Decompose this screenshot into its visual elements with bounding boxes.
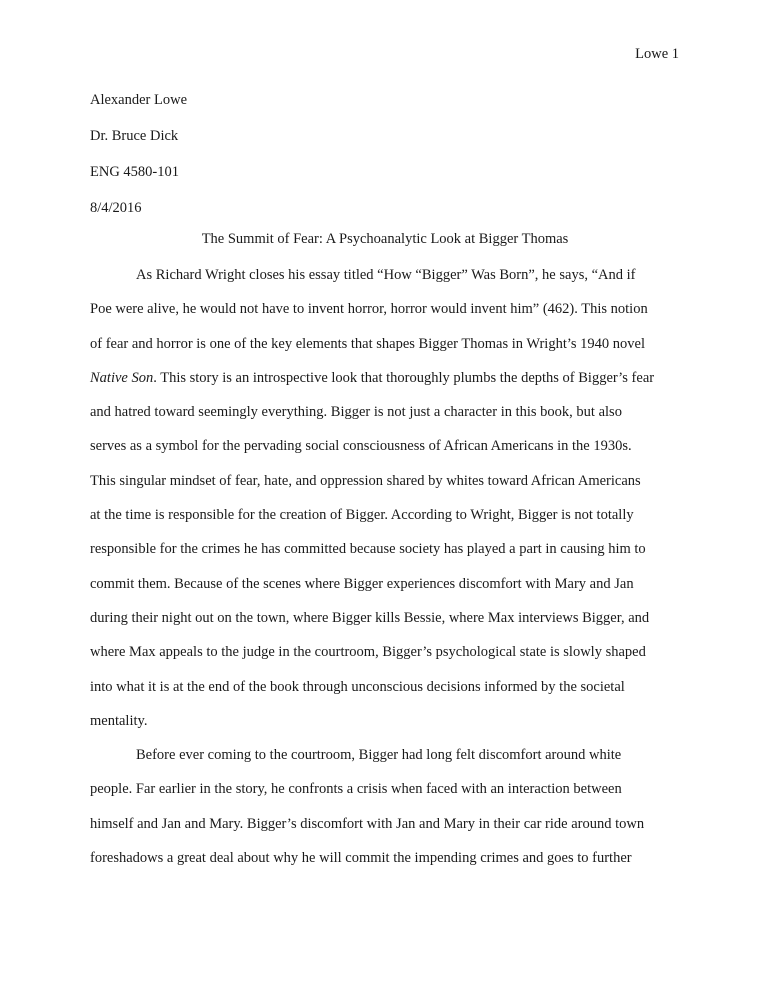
- paragraph-1-line-2: Poe were alive, he would not have to invent horror, horror would invent him” (462). This notion: [90, 301, 648, 318]
- date: 8/4/2016: [90, 200, 142, 216]
- paragraph-1-line-1: As Richard Wright closes his essay titled “How “Bigger” Was Born”, he says, “And if: [136, 267, 636, 283]
- paragraph-1-line-4: [90, 368, 680, 402]
- paragraph-1-line-3: of fear and horror is one of the key elements that shapes Bigger Thomas in Wright’s 1940 novel: [90, 335, 645, 352]
- paragraph-2-line-1: Before ever coming to the courtroom, Bigger had long felt discomfort around white: [136, 747, 622, 764]
- author-name: Alexander Lowe: [90, 92, 188, 108]
- paragraph-1-line-11: during their night out on the town, where Bigger kills Bessie, where Max interviews Bigger, and: [90, 609, 650, 626]
- paragraph-1-line-7: This singular mindset of fear, hate, and oppression shared by whites toward African Americans: [90, 472, 641, 489]
- paragraph-2-line-3: himself and Jan and Mary. Bigger’s discomfort with Jan and Mary in their car ride around town: [90, 815, 645, 832]
- essay-title: The Summit of Fear: A Psychoanalytic Look at Bigger Thomas: [201, 231, 569, 247]
- paragraph-1-line-12: where Max appeals to the judge in the courtroom, Bigger’s psychological state is slowly shaped: [90, 644, 646, 661]
- essay-body: [90, 265, 680, 882]
- course-number: ENG 4580-101: [90, 164, 180, 180]
- running-header-page-number: Lowe 1: [635, 46, 679, 62]
- book-title-native-son: Native Son: [90, 369, 154, 386]
- paragraph-1-line-8: at the time is responsible for the creation of Bigger. According to Wright, Bigger is not totally: [90, 507, 634, 524]
- paragraph-2-line-2: people. Far earlier in the story, he confronts a crisis when faced with an interaction between: [90, 781, 622, 798]
- paragraph-1-line-5: and hatred toward seemingly everything. Bigger is not just a character in this book, but also: [90, 404, 622, 421]
- paragraph-1-line-10: commit them. Because of the scenes where Bigger experiences discomfort with Mary and Jan: [90, 575, 634, 592]
- paragraph-1-line-4-text: . This story is an introspective look that thoroughly plumbs the depths of Bigger’s fear: [153, 369, 655, 386]
- instructor-name: Dr. Bruce Dick: [90, 128, 179, 144]
- paragraph-1-line-6: serves as a symbol for the pervading social consciousness of African Americans in the 1930s.: [90, 438, 632, 455]
- paragraph-1-line-9: responsible for the crimes he has committed because society has played a part in causing him to: [90, 541, 646, 558]
- paragraph-1-line-13: into what it is at the end of the book through unconscious decisions informed by the societal: [90, 678, 625, 695]
- paragraph-1-line-14: mentality.: [90, 712, 148, 729]
- paragraph-2-line-4: foreshadows a great deal about why he will commit the impending crimes and goes to further: [90, 850, 632, 867]
- mla-heading: [90, 90, 680, 234]
